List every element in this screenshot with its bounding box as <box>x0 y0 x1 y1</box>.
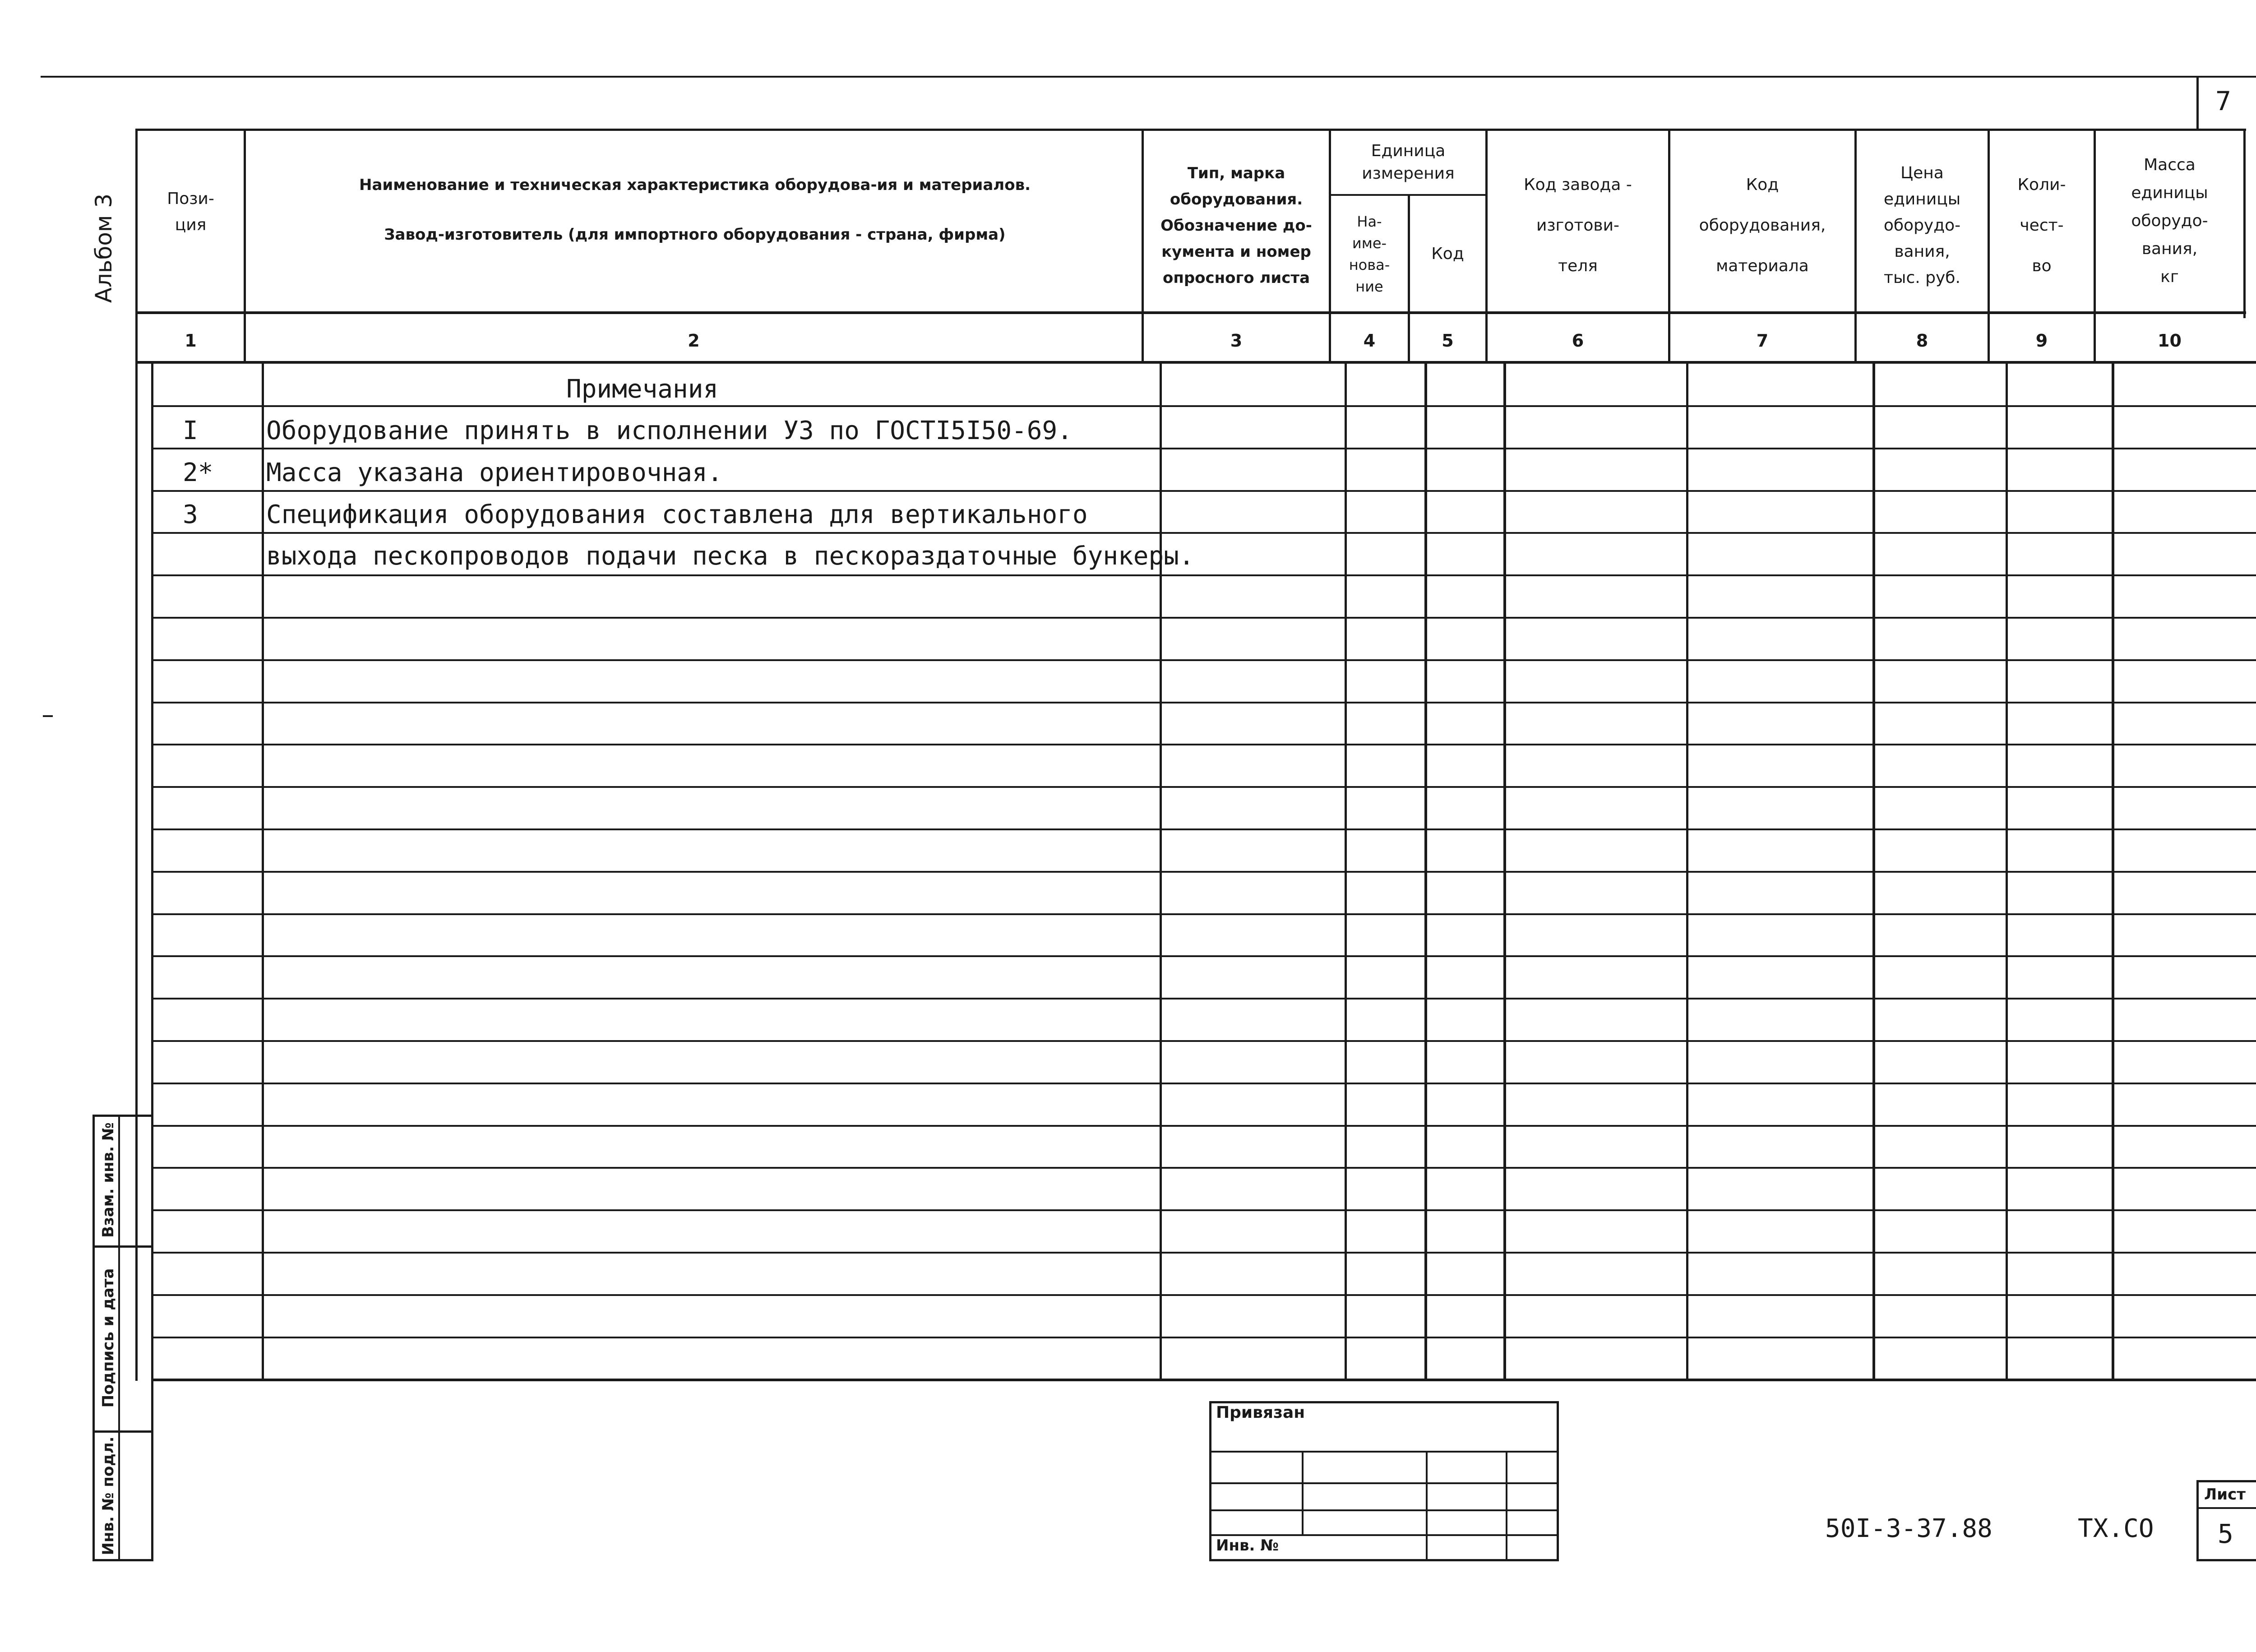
top-number-frame-left <box>2196 76 2199 129</box>
table-row-line <box>151 998 2256 1000</box>
table-row-line <box>151 828 2256 830</box>
colnum-9: 9 <box>2035 331 2048 351</box>
table-row-line <box>151 490 2256 492</box>
colnum-5: 5 <box>1442 331 1454 351</box>
table-row-line <box>151 1337 2256 1338</box>
top-rule <box>41 76 2256 78</box>
title-area-left-border <box>151 1379 153 1561</box>
privyazan-vline-3 <box>1506 1451 1507 1561</box>
header-quantity: Коли- чест- во <box>2017 176 2066 275</box>
stray-mark <box>43 715 53 717</box>
colnum-2: 2 <box>688 331 700 351</box>
table-row-line <box>151 1125 2256 1127</box>
note-4-text: выхода пескопроводов подачи песка в пескораздаточные бункеры. <box>266 541 1194 571</box>
header-name-line2: Завод-изготовитель (для импортного оборудования - страна, фирма) <box>384 226 1006 244</box>
header-type: Тип, марка оборудования. Обозначение до- кумента и номер опросного листа <box>1160 164 1312 287</box>
note-2-text: Масса указана ориентировочная. <box>266 458 723 487</box>
side-stamp-podpis: Подпись и дата <box>99 1268 117 1408</box>
colnum-1: 1 <box>185 331 197 351</box>
table-row-line <box>151 913 2256 915</box>
table-row-line <box>151 574 2256 576</box>
table-row-line <box>151 955 2256 957</box>
table-row-line <box>151 786 2256 788</box>
privyazan-label: Привязан <box>1216 1403 1305 1422</box>
colnum-6: 6 <box>1572 331 1584 351</box>
table-bottom-line <box>151 1379 2256 1381</box>
header-unit-code: Код <box>1431 244 1464 263</box>
sheet-number: 5 <box>2218 1518 2233 1549</box>
colnum-4: 4 <box>1363 331 1376 351</box>
table-row-line <box>151 532 2256 534</box>
table-row-line <box>151 702 2256 703</box>
table-row-line <box>151 871 2256 873</box>
header-bottom-line <box>135 311 2246 314</box>
header-position: Пози- ция <box>167 190 214 234</box>
header-unit-mass: Масса единицы оборудо- вания, кг <box>2131 156 2208 286</box>
doc-mark: ТХ.СО <box>2078 1514 2154 1543</box>
note-2-position: 2* <box>183 458 213 487</box>
doc-code: 50I-3-37.88 <box>1825 1514 1992 1543</box>
table-row-line <box>151 448 2256 449</box>
table-right-border <box>2243 129 2246 318</box>
note-3-position: 3 <box>183 500 198 529</box>
colnum-7: 7 <box>1756 331 1769 351</box>
header-equipment-code: Код оборудования, материала <box>1699 176 1826 275</box>
header-unit-name: На- име- нова- ние <box>1349 213 1390 295</box>
header-name-line1: Наименование и техническая характеристика оборудова-ия и материалов. <box>359 176 1031 194</box>
colnum-8: 8 <box>1916 331 1928 351</box>
sheet-top-number: 7 <box>2215 86 2231 116</box>
header-unit-price: Цена единицы оборудо- вания, тыс. руб. <box>1883 164 1961 287</box>
table-row-line <box>151 744 2256 745</box>
header-unit-group: Единица измерения <box>1362 142 1455 183</box>
table-row-line <box>151 405 2256 407</box>
side-stamp-vzam: Взам. инв. № <box>99 1122 117 1238</box>
table-row-line <box>151 659 2256 661</box>
sheet-label: Лист <box>2204 1485 2246 1504</box>
inv-no-label: Инв. № <box>1216 1536 1279 1555</box>
privyazan-vline-1 <box>1302 1451 1304 1534</box>
table-row-line <box>151 1294 2256 1296</box>
header-plant-code: Код завода - изготови- теля <box>1524 176 1632 275</box>
sheet-box-split <box>2196 1507 2256 1509</box>
album-label: Альбом 3 <box>91 193 117 303</box>
table-row-line <box>151 1040 2256 1042</box>
privyazan-vline-2 <box>1426 1451 1428 1561</box>
table-row-line <box>151 617 2256 619</box>
note-1-position: I <box>183 416 198 445</box>
note-1-text: Оборудование принять в исполнении УЗ по ГОСТI5I50-69. <box>266 416 1073 445</box>
side-stamp-split-1 <box>92 1245 151 1248</box>
title-area-bottom-line <box>92 1559 151 1561</box>
colnum-10: 10 <box>2158 331 2182 351</box>
note-3-text: Спецификация оборудования составлена для вертикального <box>266 500 1088 529</box>
table-row-line <box>151 1252 2256 1254</box>
table-row-line <box>151 1167 2256 1169</box>
notes-heading: Примечания <box>566 375 719 404</box>
colnum-3: 3 <box>1230 331 1243 351</box>
table-row-line <box>151 1209 2256 1211</box>
side-stamp-inv-podl: Инв. № подл. <box>99 1436 117 1555</box>
table-row-line <box>151 1083 2256 1084</box>
